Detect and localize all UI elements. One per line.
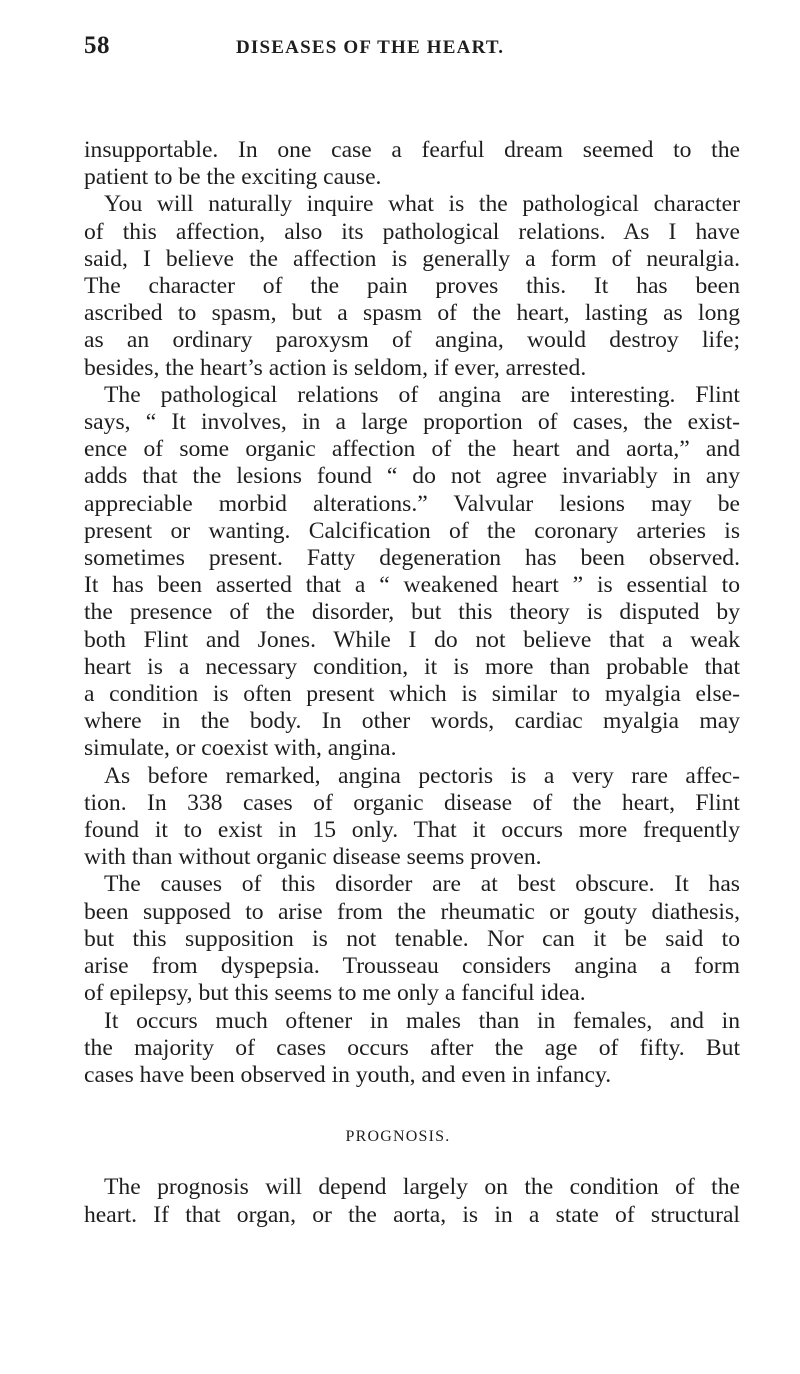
text-line: ence of some organic affection of the heart and aorta,” and xyxy=(84,436,740,463)
text-line: the majority of cases occurs after the age of fifty. But xyxy=(84,1034,740,1061)
text-line: It has been asserted that a “ weakened heart ” is essential to xyxy=(84,572,740,599)
text-line: The prognosis will depend largely on the condition of the xyxy=(104,1174,740,1201)
text-line: but this supposition is not tenable. Nor can it be said to xyxy=(84,925,740,952)
text-line: both Flint and Jones. While I do not believe that a weak xyxy=(84,626,740,653)
text-line: patient to be the exciting cause. xyxy=(84,164,382,191)
text-line: arise from dyspepsia. Trousseau considers angina a form xyxy=(84,953,740,980)
text-line: with than without organic disease seems proven. xyxy=(84,844,542,871)
text-line: found it to exist in 15 only. That it occurs more frequently xyxy=(84,817,740,844)
text-line: besides, the heart’s action is seldom, if ever, arrested. xyxy=(84,354,587,381)
text-line: of epilepsy, but this seems to me only a fanciful idea. xyxy=(84,980,586,1007)
text-line: It occurs much oftener in males than in females, and in xyxy=(104,1007,740,1034)
text-line: cases have been observed in youth, and even in infancy. xyxy=(84,1061,612,1088)
text-line: The character of the pain proves this. It has been xyxy=(84,273,740,300)
text-line: adds that the lesions found “ do not agree invariably in any xyxy=(84,463,740,490)
text-line: insupportable. In one case a fearful dream seemed to the xyxy=(84,137,740,163)
text-line: present or wanting. Calcification of the coronary arteries is xyxy=(84,517,740,544)
page-number: 58 xyxy=(84,32,110,59)
text-line: of this affection, also its pathological relations. As I have xyxy=(84,218,740,245)
running-head-title: DISEASES OF THE HEART. xyxy=(236,37,505,58)
text-line: heart. If that organ, or the aorta, is in a state of structural xyxy=(84,1201,740,1228)
text-line: ascribed to spasm, but a spasm of the heart, lasting as long xyxy=(84,300,740,327)
text-line: a condition is often present which is similar to myalgia else- xyxy=(84,681,740,708)
section-heading-prognosis: PROGNOSIS. xyxy=(345,1128,451,1146)
text-line: The pathological relations of angina are interesting. Flint xyxy=(104,381,740,408)
running-head xyxy=(0,32,800,62)
text-line: been supposed to arise from the rheumatic or gouty diathesis, xyxy=(84,898,740,925)
text-line: simulate, or coexist with, angina. xyxy=(84,735,397,762)
text-line: said, I believe the affection is generally a form of neuralgia. xyxy=(84,245,740,272)
prognosis-paragraph xyxy=(84,1174,740,1228)
text-line: says, “ It involves, in a large proportion of cases, the exist- xyxy=(84,409,740,436)
text-line: heart is a necessary condition, it is more than probable that xyxy=(84,653,740,680)
text-line: as an ordinary paroxysm of angina, would destroy life; xyxy=(84,327,740,354)
text-line: The causes of this disorder are at best obscure. It has xyxy=(104,871,740,898)
text-line: the presence of the disorder, but this theory is disputed by xyxy=(84,599,740,626)
main-paragraphs xyxy=(84,137,740,1089)
text-line: You will naturally inquire what is the pathological character xyxy=(104,191,740,218)
text-line: tion. In 338 cases of organic disease of the heart, Flint xyxy=(84,789,740,816)
body-text xyxy=(84,137,740,1229)
text-line: appreciable morbid alterations.” Valvular lesions may be xyxy=(84,490,740,517)
text-line: sometimes present. Fatty degeneration has been observed. xyxy=(84,545,740,572)
text-line: As before remarked, angina pectoris is a very rare affec- xyxy=(104,762,740,789)
text-line: where in the body. In other words, cardiac myalgia may xyxy=(84,708,740,735)
